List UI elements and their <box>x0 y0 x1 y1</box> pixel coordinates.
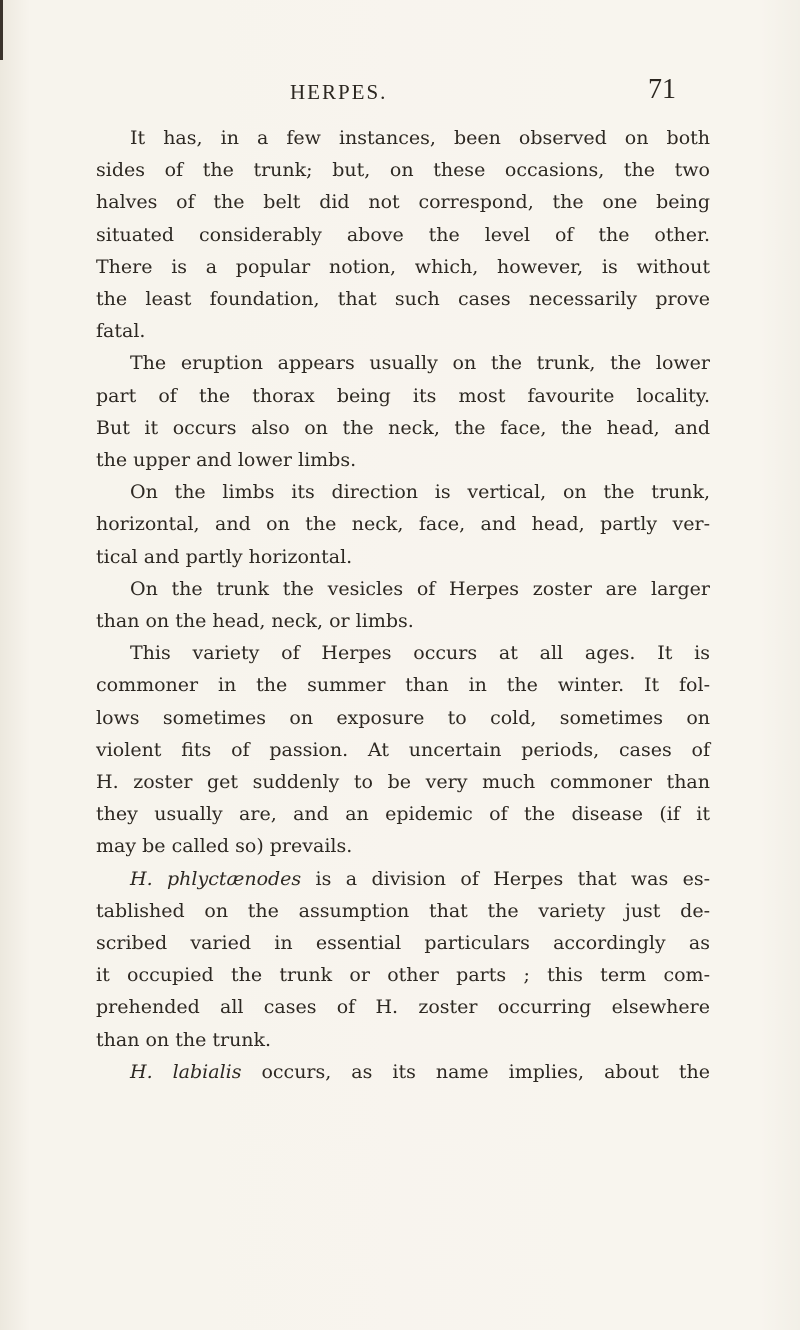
paragraph <box>60 122 710 347</box>
text-line: On the trunk the vesicles of Herpes zoster are larger <box>130 577 710 600</box>
text-line: they usually are, and an epidemic of the disease (if it <box>96 803 710 826</box>
text-line: may be called so) prevails. <box>96 835 353 858</box>
text-line: It has, in a few instances, been observed on both <box>130 127 710 149</box>
text-line: horizontal, and on the neck, face, and head, partly ver- <box>96 513 710 536</box>
text-line: scribed varied in essential particulars accordingly as <box>96 932 710 955</box>
text-line: fatal. <box>96 320 146 343</box>
paragraph <box>60 1056 710 1088</box>
text-line: it occupied the trunk or other parts ; this term com- <box>96 964 710 987</box>
text-line: There is a popular notion, which, however, is without <box>96 255 710 278</box>
text-line: commoner in the summer than in the winter. It fol- <box>96 674 710 697</box>
text-run: occurs, as its name implies, about the <box>241 1060 710 1083</box>
text-line: the least foundation, that such cases necessarily prove <box>96 288 710 311</box>
paragraph <box>60 347 710 476</box>
italic-term: H. labialis <box>130 1060 242 1083</box>
text-run: is a division of Herpes that was es- <box>301 867 711 890</box>
text-line: halves of the belt did not correspond, the one being <box>96 191 710 214</box>
italic-term: H. phlyctænodes <box>130 867 302 890</box>
text-line: than on the trunk. <box>96 1028 272 1051</box>
text-line: H. zoster get suddenly to be very much commoner than <box>96 771 710 794</box>
text-line: part of the thorax being its most favourite locality. <box>96 384 710 407</box>
paragraph <box>60 573 710 637</box>
paragraph <box>60 863 710 1056</box>
text-line: tablished on the assumption that the variety just de- <box>96 899 710 922</box>
running-title: HERPES. <box>290 80 388 104</box>
paragraph <box>60 637 710 862</box>
text-line: lows sometimes on exposure to cold, sometimes on <box>96 706 710 729</box>
paragraph <box>60 476 710 573</box>
text-line: the upper and lower limbs. <box>96 449 357 472</box>
text-line: situated considerably above the level of the other. <box>96 223 710 246</box>
text-line: than on the head, neck, or limbs. <box>96 610 414 633</box>
text-line: violent fits of passion. At uncertain periods, cases of <box>96 738 710 761</box>
page-edge-mark <box>0 0 3 60</box>
text-line-with-term <box>60 863 710 895</box>
text-line: The eruption appears usually on the trunk, the lower <box>130 352 710 375</box>
text-line-with-term <box>60 1056 710 1088</box>
text-line: tical and partly horizontal. <box>96 545 353 568</box>
text-line: sides of the trunk; but, on these occasions, the two <box>96 159 710 182</box>
text-line: prehended all cases of H. zoster occurring elsewhere <box>96 996 710 1019</box>
text-line: But it occurs also on the neck, the face, the head, and <box>96 416 710 439</box>
running-head <box>0 72 800 108</box>
page-number: 71 <box>648 74 676 105</box>
text-line: On the limbs its direction is vertical, on the trunk, <box>130 481 710 504</box>
body-text <box>60 122 710 1088</box>
text-line: This variety of Herpes occurs at all ages. It is <box>130 642 710 665</box>
